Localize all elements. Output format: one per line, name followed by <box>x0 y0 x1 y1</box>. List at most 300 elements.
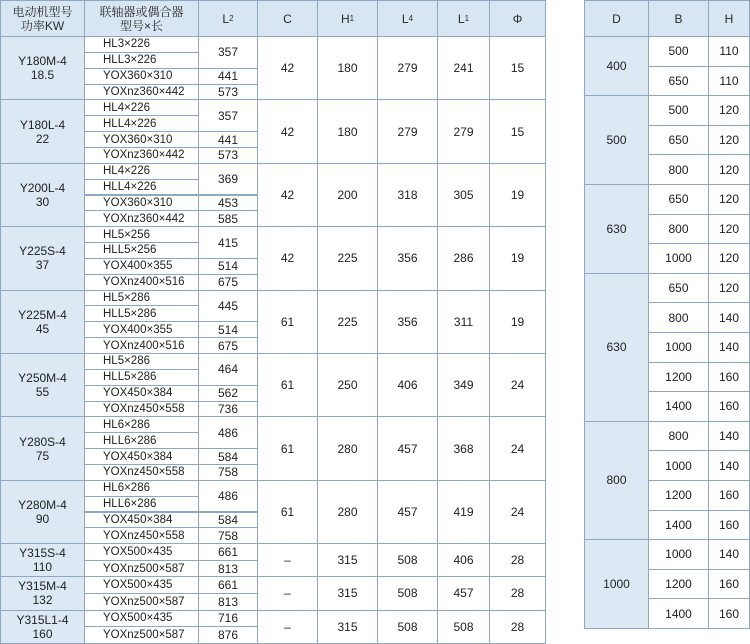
coupling-cell <box>84 610 199 628</box>
coupling-value: HL3×226 <box>103 38 150 51</box>
motor-model: Y315L1-4 <box>16 612 69 627</box>
L2-value: 453 <box>217 195 239 210</box>
C-cell <box>257 226 318 290</box>
L4-cell <box>377 480 438 544</box>
L4-cell <box>377 99 438 163</box>
H1-cell <box>317 416 378 480</box>
D-value: 400 <box>606 59 627 74</box>
L2-cell <box>198 290 258 323</box>
B-cell <box>648 539 709 570</box>
L2-cell <box>198 84 258 101</box>
L2-value: 675 <box>217 275 239 290</box>
phi-cell <box>489 416 546 480</box>
D-value: 500 <box>606 133 627 148</box>
coupling-value: YOXnz500×587 <box>103 628 185 641</box>
H-cell <box>708 539 750 570</box>
side-header-D-label: D <box>612 11 621 26</box>
L1-cell <box>437 576 490 610</box>
C-value: 42 <box>280 251 295 266</box>
side-header-H-label: H <box>724 11 734 26</box>
L1-cell <box>437 290 490 354</box>
motor-cell <box>0 353 85 417</box>
H-value: 160 <box>718 369 740 384</box>
coupling-cell <box>84 131 199 148</box>
H1-cell <box>317 163 378 227</box>
H-value: 110 <box>719 73 739 88</box>
L2-value: 441 <box>217 69 239 84</box>
C-value: 61 <box>280 378 295 393</box>
phi-cell <box>489 480 546 544</box>
coupling-value: HLL6×286 <box>103 434 157 447</box>
B-value: 650 <box>668 281 689 296</box>
H1-value: 250 <box>337 378 358 393</box>
subscript: 1 <box>349 13 355 23</box>
C-value: – <box>284 619 291 634</box>
coupling-value: YOX360×310 <box>103 196 173 209</box>
H1-cell <box>317 480 378 544</box>
L2-value: 813 <box>217 561 239 576</box>
C-cell <box>257 480 318 544</box>
coupling-cell <box>84 369 199 386</box>
D-cell <box>584 95 649 185</box>
L2-cell <box>198 610 258 628</box>
B-cell <box>648 273 709 304</box>
L2-value: 736 <box>217 401 239 416</box>
B-value: 1400 <box>665 517 692 532</box>
L1-cell <box>437 543 490 577</box>
motor-model: Y225S-4 <box>19 244 66 259</box>
H-value: 120 <box>718 162 740 177</box>
L2-value: 758 <box>217 528 239 543</box>
H1-value: 280 <box>337 504 358 519</box>
motor-power: 45 <box>35 321 50 336</box>
C-value: 61 <box>280 441 295 456</box>
L2-cell <box>198 626 258 644</box>
H-cell <box>708 421 750 452</box>
side-header-B <box>648 0 709 37</box>
L2-cell <box>198 576 258 594</box>
coupling-value: YOXnz450×558 <box>103 466 185 479</box>
L2-cell <box>198 353 258 386</box>
coupling-value: HL4×226 <box>103 165 150 178</box>
coupling-value: YOX500×435 <box>103 545 173 558</box>
B-value: 1200 <box>665 577 692 592</box>
B-cell <box>648 450 709 481</box>
motor-power: 75 <box>35 448 50 463</box>
header-L2 <box>198 0 258 37</box>
L2-value: 661 <box>217 578 239 593</box>
H-value: 160 <box>718 606 740 621</box>
B-cell <box>648 421 709 452</box>
L4-value: 457 <box>397 504 418 519</box>
coupling-value: YOXnz360×442 <box>103 85 185 98</box>
B-cell <box>648 480 709 511</box>
header-phi <box>489 0 546 37</box>
L2-value: 464 <box>217 362 239 377</box>
motor-cell <box>0 99 85 163</box>
motor-model: Y250M-4 <box>18 371 67 386</box>
L1-value: 279 <box>453 124 474 139</box>
subscript: 4 <box>408 13 414 23</box>
coupling-cell <box>84 432 199 449</box>
C-value: – <box>284 553 291 568</box>
motor-model: Y180L-4 <box>19 117 66 132</box>
phi-cell <box>489 576 546 610</box>
L2-cell <box>198 385 258 402</box>
L2-cell <box>198 593 258 611</box>
coupling-cell <box>84 321 199 338</box>
D-value: 630 <box>606 221 627 236</box>
H-cell <box>708 154 750 185</box>
phi-value: 19 <box>510 314 525 329</box>
header-L4-label: L <box>401 11 409 26</box>
H-cell <box>708 214 750 245</box>
L4-cell <box>377 543 438 577</box>
H1-value: 315 <box>337 619 358 634</box>
H-cell <box>708 510 750 541</box>
L2-value: 573 <box>217 148 239 163</box>
coupling-value: YOX360×310 <box>103 70 173 83</box>
motor-model: Y315S-4 <box>19 546 66 561</box>
motor-power: 30 <box>35 194 50 209</box>
L2-cell <box>198 321 258 338</box>
L1-cell <box>437 36 490 100</box>
coupling-value: YOXnz400×516 <box>103 339 185 352</box>
motor-model: Y200L-4 <box>19 180 66 195</box>
L1-value: 349 <box>453 378 474 393</box>
L1-value: 241 <box>453 61 474 76</box>
B-value: 650 <box>668 192 689 207</box>
phi-value: 15 <box>510 124 525 139</box>
L2-value: 584 <box>217 449 239 464</box>
header-phi-label: Φ <box>512 11 523 26</box>
phi-cell <box>489 610 546 644</box>
L1-cell <box>437 610 490 644</box>
H-value: 140 <box>718 429 740 444</box>
motor-power: 160 <box>32 626 53 641</box>
L2-cell <box>198 68 258 85</box>
H1-value: 225 <box>337 314 358 329</box>
coupling-cell <box>84 163 199 180</box>
L2-cell <box>198 274 258 291</box>
L4-value: 508 <box>397 586 418 601</box>
coupling-cell <box>84 576 199 594</box>
coupling-value: HL5×286 <box>103 355 150 368</box>
L2-cell <box>198 543 258 561</box>
motor-cell <box>0 576 85 610</box>
L4-value: 508 <box>397 619 418 634</box>
L2-value: 573 <box>217 84 239 99</box>
coupling-cell <box>84 527 199 544</box>
coupling-value: HLL3×226 <box>103 54 157 67</box>
coupling-value: YOX450×384 <box>103 450 173 463</box>
coupling-value: YOX450×384 <box>103 513 173 526</box>
coupling-cell <box>84 242 199 259</box>
header-coupling-line2: 型号×长 <box>119 18 163 33</box>
coupling-cell <box>84 258 199 275</box>
D-cell <box>584 184 649 274</box>
H-cell <box>708 302 750 333</box>
side-header-H <box>708 0 750 37</box>
coupling-value: HL5×256 <box>103 228 150 241</box>
L2-cell <box>198 226 258 259</box>
motor-power: 22 <box>35 131 50 146</box>
L2-value: 486 <box>217 425 239 440</box>
B-value: 1000 <box>665 458 692 473</box>
C-cell <box>257 416 318 480</box>
H-value: 160 <box>718 517 740 532</box>
B-value: 1000 <box>665 547 692 562</box>
L4-cell <box>377 416 438 480</box>
L2-cell <box>198 480 258 513</box>
coupling-cell <box>84 401 199 418</box>
C-value: 61 <box>280 314 295 329</box>
coupling-value: YOXnz400×516 <box>103 276 185 289</box>
header-coupling <box>84 0 199 37</box>
phi-cell <box>489 36 546 100</box>
phi-value: 15 <box>510 61 525 76</box>
header-motor-line1: 电动机型号 <box>12 4 73 19</box>
L4-value: 508 <box>397 553 418 568</box>
coupling-cell <box>84 226 199 243</box>
C-cell <box>257 610 318 644</box>
H1-value: 180 <box>337 124 358 139</box>
phi-value: 28 <box>510 619 525 634</box>
H1-value: 280 <box>337 441 358 456</box>
coupling-value: HL6×286 <box>103 482 150 495</box>
H-value: 140 <box>718 340 740 355</box>
coupling-cell <box>84 385 199 402</box>
phi-value: 24 <box>510 504 525 519</box>
coupling-value: HLL5×286 <box>103 307 157 320</box>
L2-value: 445 <box>217 298 239 313</box>
header-L1 <box>437 0 490 37</box>
coupling-cell <box>84 593 199 611</box>
L2-cell <box>198 401 258 418</box>
H1-cell <box>317 290 378 354</box>
coupling-cell <box>84 52 199 69</box>
coupling-value: HLL5×256 <box>103 244 157 257</box>
B-cell <box>648 154 709 185</box>
H-cell <box>708 243 750 274</box>
L2-cell <box>198 147 258 164</box>
H-cell <box>708 598 750 629</box>
header-L4 <box>377 0 438 37</box>
motor-power: 55 <box>35 385 50 400</box>
C-value: 42 <box>280 124 295 139</box>
L2-value: 369 <box>217 172 239 187</box>
L1-cell <box>437 226 490 290</box>
L2-cell <box>198 163 258 196</box>
L2-value: 562 <box>217 386 239 401</box>
phi-value: 19 <box>510 187 525 202</box>
B-cell <box>648 95 709 126</box>
C-cell <box>257 99 318 163</box>
coupling-cell <box>84 99 199 116</box>
H-value: 160 <box>718 488 740 503</box>
B-cell <box>648 66 709 97</box>
B-value: 1400 <box>665 399 692 414</box>
H-cell <box>708 184 750 215</box>
L1-value: 311 <box>453 314 474 329</box>
coupling-value: YOXnz360×442 <box>103 212 185 225</box>
H-value: 110 <box>719 44 739 59</box>
L1-cell <box>437 99 490 163</box>
L2-cell <box>198 448 258 465</box>
coupling-cell <box>84 464 199 481</box>
subscript: 2 <box>229 13 234 23</box>
L2-cell <box>198 416 258 449</box>
L2-value: 585 <box>217 211 239 226</box>
C-cell <box>257 163 318 227</box>
header-L1-label: L <box>457 11 465 26</box>
L4-value: 406 <box>397 378 418 393</box>
coupling-cell <box>84 36 199 53</box>
H1-value: 180 <box>337 61 358 76</box>
coupling-cell <box>84 337 199 354</box>
D-value: 800 <box>606 473 627 488</box>
L1-value: 457 <box>453 586 474 601</box>
B-value: 500 <box>668 103 689 118</box>
coupling-value: YOXnz450×558 <box>103 402 185 415</box>
L4-cell <box>377 36 438 100</box>
B-cell <box>648 362 709 393</box>
H-cell <box>708 391 750 422</box>
header-H1-label: H <box>340 11 350 26</box>
L2-value: 661 <box>217 544 239 559</box>
H-cell <box>708 450 750 481</box>
L4-cell <box>377 610 438 644</box>
header-H1 <box>317 0 378 37</box>
L2-value: 716 <box>217 611 239 626</box>
coupling-cell <box>84 416 199 433</box>
L1-value: 508 <box>453 619 474 634</box>
phi-cell <box>489 163 546 227</box>
header-motor <box>0 0 85 37</box>
B-cell <box>648 125 709 156</box>
coupling-value: YOXnz450×558 <box>103 529 185 542</box>
motor-cell <box>0 416 85 480</box>
H-cell <box>708 569 750 600</box>
H1-cell <box>317 543 378 577</box>
L1-cell <box>437 416 490 480</box>
coupling-cell <box>84 353 199 370</box>
motor-cell <box>0 290 85 354</box>
phi-value: 28 <box>510 586 525 601</box>
L1-value: 368 <box>453 441 474 456</box>
D-value: 630 <box>606 340 627 355</box>
L4-value: 318 <box>397 187 418 202</box>
motor-cell <box>0 610 85 644</box>
L2-cell <box>198 560 258 578</box>
L2-value: 813 <box>217 594 239 609</box>
header-L2-label: L <box>222 11 230 26</box>
coupling-value: HLL4×226 <box>103 181 157 194</box>
coupling-cell <box>84 147 199 164</box>
phi-value: 24 <box>510 441 525 456</box>
coupling-cell <box>84 68 199 85</box>
coupling-value: HLL5×286 <box>103 371 157 384</box>
H-cell <box>708 95 750 126</box>
H-value: 140 <box>718 458 740 473</box>
coupling-value: HLL4×226 <box>103 117 157 130</box>
B-value: 500 <box>668 44 689 59</box>
coupling-value: YOX360×310 <box>103 133 173 146</box>
L2-value: 357 <box>217 108 239 123</box>
motor-cell <box>0 543 85 577</box>
L2-value: 758 <box>217 465 239 480</box>
H1-value: 315 <box>337 586 358 601</box>
coupling-value: YOX400×355 <box>103 260 173 273</box>
coupling-cell <box>84 84 199 101</box>
L1-value: 286 <box>453 251 474 266</box>
H1-value: 225 <box>337 251 358 266</box>
C-value: 42 <box>280 187 295 202</box>
B-value: 1000 <box>665 340 692 355</box>
L2-value: 514 <box>217 259 239 274</box>
B-cell <box>648 391 709 422</box>
side-header-D <box>584 0 649 37</box>
D-value: 1000 <box>603 577 630 592</box>
H-value: 120 <box>718 192 740 207</box>
L4-value: 356 <box>397 314 418 329</box>
B-value: 800 <box>668 310 689 325</box>
coupling-value: YOXnz360×442 <box>103 149 185 162</box>
phi-cell <box>489 99 546 163</box>
C-value: 42 <box>280 61 295 76</box>
L2-cell <box>198 131 258 148</box>
coupling-cell <box>84 179 199 196</box>
motor-cell <box>0 163 85 227</box>
L1-cell <box>437 480 490 544</box>
motor-model: Y225M-4 <box>18 307 67 322</box>
motor-model: Y280S-4 <box>19 434 66 449</box>
H-value: 140 <box>718 547 740 562</box>
L2-value: 514 <box>217 322 239 337</box>
phi-cell <box>489 290 546 354</box>
B-cell <box>648 598 709 629</box>
L2-value: 415 <box>217 235 239 250</box>
H1-cell <box>317 226 378 290</box>
motor-power: 90 <box>35 511 50 526</box>
L4-cell <box>377 226 438 290</box>
coupling-cell <box>84 448 199 465</box>
L2-value: 675 <box>217 338 239 353</box>
B-value: 800 <box>668 221 689 236</box>
H-value: 140 <box>718 310 740 325</box>
B-cell <box>648 36 709 67</box>
motor-power: 18.5 <box>30 68 55 83</box>
B-value: 800 <box>668 162 689 177</box>
motor-power: 110 <box>32 560 53 575</box>
motor-cell <box>0 226 85 290</box>
L4-value: 279 <box>397 124 418 139</box>
B-value: 650 <box>668 73 689 88</box>
H-cell <box>708 66 750 97</box>
L2-value: 876 <box>217 627 239 642</box>
H-value: 120 <box>718 133 740 148</box>
L2-value: 441 <box>217 132 239 147</box>
L2-cell <box>198 258 258 275</box>
header-coupling-line1: 联轴器或偶合器 <box>99 4 184 19</box>
motor-model: Y315M-4 <box>18 579 67 594</box>
B-cell <box>648 302 709 333</box>
phi-value: 19 <box>510 251 525 266</box>
H-value: 160 <box>718 577 740 592</box>
C-cell <box>257 36 318 100</box>
subscript: 1 <box>464 13 470 23</box>
side-header-B-label: B <box>674 11 683 26</box>
